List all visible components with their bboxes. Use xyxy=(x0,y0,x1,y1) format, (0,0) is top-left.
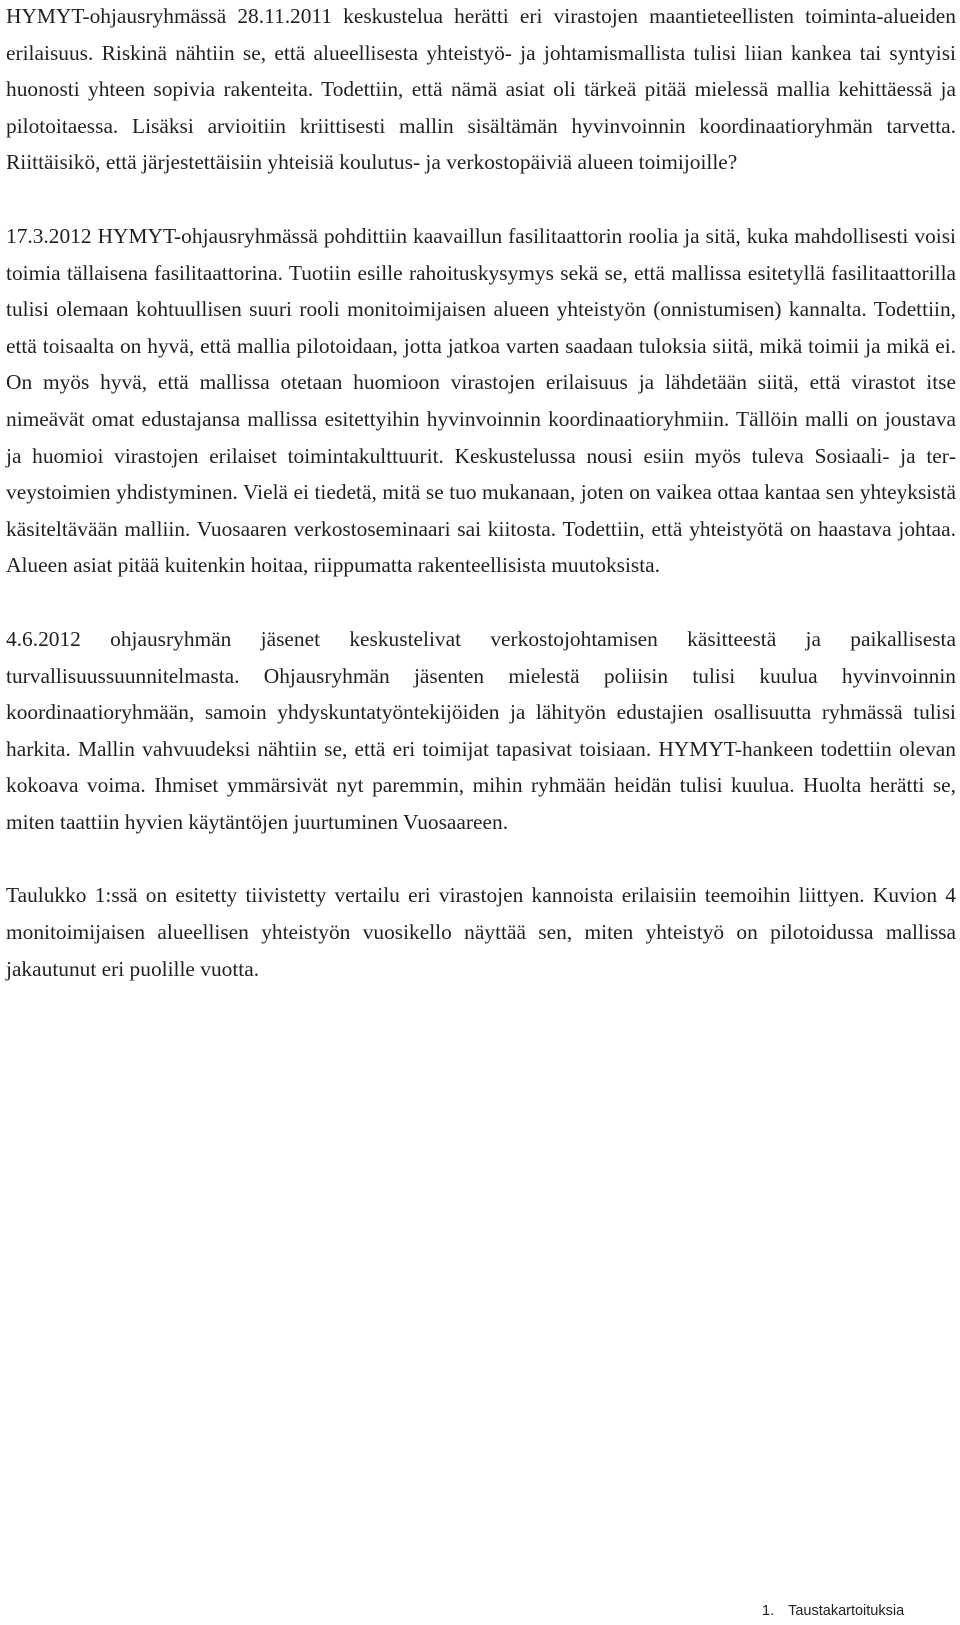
paragraph-3: 4.6.2012 ohjausryhmän jäsenet keskustelivat verkostojohtamisen käsitteestä ja paikallisesta turvallisuussuunnitelmasta. Ohjausryhmän jäsenten mielestä poliisin tulisi kuulua hyvinvoinnin koordinaatioryhmään, samoin yhdyskuntatyöntekijöiden ja lähityön edustajien osallisuutta ryhmässä tulisi harkita. Mallin vahvuudeksi nähtiin se, että eri toimijat tapasivat toisiaan. HYMYT-hankeen todettiin olevan kokoava voima. Ihmiset ymmärsivät nyt paremmin, mihin ryhmään heidän tulisi kuulua. Huolta herätti se, miten taattiin hyvien käytäntöjen juurtuminen Vuosaareen. xyxy=(6,626,956,834)
footer-section-number: 1. xyxy=(762,1603,775,1619)
paragraph-1: HYMYT-ohjausryhmässä 28.11.2011 keskustelua herätti eri virastojen maantieteellisten toiminta-alueiden erilaisuus. Riskinä nähtiin se, että alueellisesta yhteistyö- ja johtamismallista tulisi liian kankea tai syntyisi huonosti yhteen sopivia rakenteita. Todettiin, että nämä asiat oli tärkeä pitää mielessä mallia kehittäessä ja pilotoitaessa. Lisäksi arvioitiin kriittisesti mallin sisältämän hyvinvoinnin koordinaatioryhmän tarvetta. Riittäisikö, että järjestettäisiin yhteisiä koulutus- ja verkostopäiviä alueen toimijoille? xyxy=(6,4,956,175)
body-text xyxy=(6,0,956,1024)
paragraph-4: Taulukko 1:ssä on esitetty tiivistetty vertailu eri virastojen kannoista erilaisiin teemoihin liittyen. Kuvion 4 monitoimijaisen alueellisen yhteistyön vuosikello näyttää sen, miten yhteistyö on pilotoidussa mallissa jakautunut eri puolille vuotta. xyxy=(6,883,956,981)
paragraph-2: 17.3.2012 HYMYT-ohjausryhmässä pohdittiin kaavaillun fasilitaattorin roolia ja sitä, kuka mahdollisesti voisi toimia tällaisena fasilitaattorina. Tuotiin esille rahoituskysymys sekä se, että mallissa esitetyllä fasilitaattorilla tulisi olemaan kohtuullisen suuri rooli monitoimijaisen alueen yhteistyön (onnistumisen) kannalta. Todettiin, että toisaalta on hyvä, että mallia pilotoidaan, jotta jatkoa varten saadaan tuloksia siitä, mikä toimii ja mikä ei. On myös hyvä, että mallissa otetaan huomioon virastojen erilaisuus ja lähdetään siitä, että virastot itse nimeävät omat edustajansa mallissa esitettyihin hyvinvoinnin koordinaatioryhmiin. Tällöin malli on joustava ja huomioi virastojen erilaiset toimintakulttuurit. Keskustelussa nousi esiin myös tuleva Sosiaali- ja terveystoimien yhdistyminen. Vielä ei tiedetä, mitä se tuo mukanaan, joten on vaikea ottaa kantaa sen yhteyksistä käsiteltävään malliin. Vuosaaren verkostoseminaari sai kiitosta. Todettiin, että yhteistyötä on haastava johtaa. Alueen asiat pitää kuitenkin hoitaa, riippumatta rakenteellisista muutoksista. xyxy=(6,223,956,578)
footer-section-title: Taustakartoituksia xyxy=(788,1603,905,1619)
page-footer xyxy=(762,1602,904,1620)
